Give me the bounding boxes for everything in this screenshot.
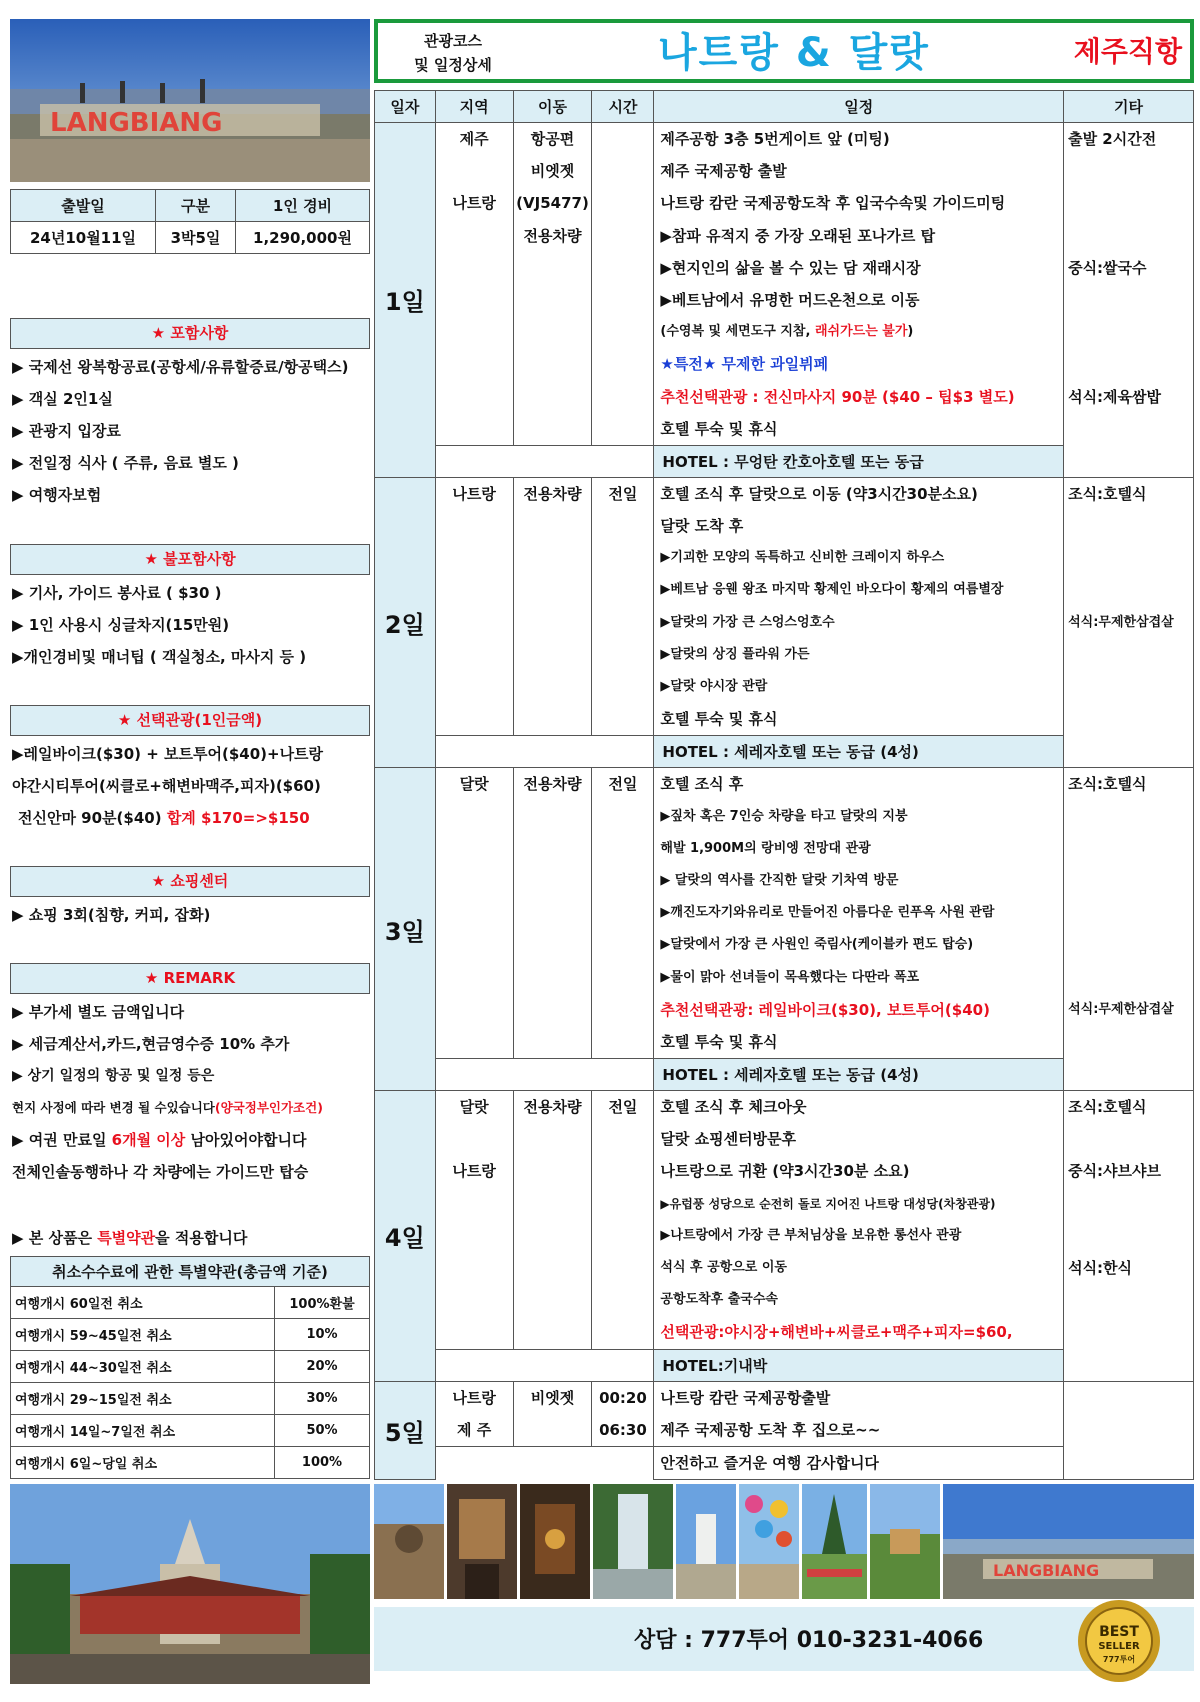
day-3-label: 3일 <box>375 768 436 1091</box>
special-star: ★특전★ <box>660 355 717 374</box>
col-itinerary: 일정 <box>654 91 1064 123</box>
day1-etc: 출발 2시간전 <box>1068 130 1157 148</box>
optional-total: 합계 $170=>$150 <box>166 809 310 827</box>
best-seller-badge <box>1076 1598 1162 1684</box>
day1-recommend: 추천선택관광 : 전신마사지 90분 ($40 – 팁$3 별도) <box>660 387 1015 406</box>
day5-line: 나트랑 캄란 국제공항출발 <box>660 1388 831 1407</box>
day1-etc <box>1068 316 1193 348</box>
optional-title: ★ 선택관광(1인금액) <box>10 705 370 736</box>
remark-line: 전체인솔동행하나 각 차량에는 가이드만 탑승 <box>12 1163 309 1181</box>
remark-change-note: 현지 사정에 따라 변경 될 수있습니다 <box>12 1100 215 1115</box>
day3-etc <box>1068 833 1193 865</box>
passport-months: 6개월 이상 <box>111 1131 186 1149</box>
excluded-title: ★ 불포함사항 <box>10 544 370 575</box>
day1-etc <box>1068 155 1193 187</box>
sign-text: LANGBIANG <box>50 108 223 138</box>
course-label-line1: 관광코스 <box>424 32 482 50</box>
day1-region <box>436 155 513 187</box>
col-move: 이동 <box>513 91 592 123</box>
day3-region: 달랏 <box>459 775 489 794</box>
title-banner <box>374 19 1194 83</box>
departure-date: 24년10월11일 <box>11 222 156 254</box>
day3-etc: 석식:무제한삼겹살 <box>1068 1001 1174 1017</box>
day5-time: 00:20 <box>599 1388 647 1407</box>
day5-thanks: 안전하고 즐거운 여행 감사합니다 <box>660 1453 879 1472</box>
day4-line: 달랏 쇼핑센터방문후 <box>660 1130 797 1149</box>
day4-etc <box>1068 1188 1193 1220</box>
day4-etc: 조식:호텔식 <box>1068 1098 1147 1117</box>
day1-etc: 석식:제육쌈밥 <box>1068 387 1162 406</box>
excluded-item: ▶ 기사, 가이드 봉사료 ( $30 ) <box>12 584 222 602</box>
day1-region: 나트랑 <box>452 194 496 213</box>
day3-time: 전일 <box>608 775 638 794</box>
col-time: 시간 <box>592 91 654 123</box>
day3-recommend: 추천선택관광: 레일바이크($30), 보트투어($40) <box>660 1000 990 1019</box>
day3-etc <box>1068 962 1193 994</box>
excluded-item: ▶ 1인 사용시 싱글차지(15만원) <box>12 616 230 634</box>
day2-line: ▶달랏의 상징 플라워 가든 <box>660 646 810 662</box>
badge-seller: SELLER <box>1098 1641 1140 1652</box>
waterfall-photo <box>593 1484 673 1599</box>
type-header: 구분 <box>156 190 236 222</box>
col-etc: 기타 <box>1064 91 1194 123</box>
day3-etc <box>1068 801 1193 833</box>
special-fruit: 무제한 과일뷔페 <box>721 355 829 374</box>
course-label-line2: 및 일정상세 <box>414 56 492 74</box>
optional-massage: 전신안마 90분($40) <box>18 809 162 827</box>
day4-hotel: HOTEL:기내박 <box>654 1349 1064 1381</box>
day3-etc: 조식:호텔식 <box>1068 775 1147 794</box>
remark-line <box>12 1129 306 1150</box>
included-title: ★ 포함사항 <box>10 318 370 349</box>
day1-move: (VJ5477) <box>516 194 589 213</box>
mud-note-c: ) <box>907 324 914 340</box>
day2-hotel: HOTEL : 세레자호텔 또는 동급 (4성) <box>654 736 1064 768</box>
day5-region: 제 주 <box>457 1420 492 1439</box>
day1-move: 전용차량 <box>523 226 582 245</box>
day4-etc <box>1068 1123 1193 1155</box>
day3-etc <box>1068 929 1193 961</box>
temple-photo <box>10 1484 370 1684</box>
day2-line: 달랏 도착 후 <box>660 517 744 536</box>
cancel-label: 여행개시 44~30일전 취소 <box>11 1351 275 1383</box>
schedule-table <box>374 90 1194 1480</box>
day3-move: 전용차량 <box>523 775 582 794</box>
departure-header: 출발일 <box>11 190 156 222</box>
day4-line: ▶나트랑에서 가장 큰 부처님상을 보유한 롱선사 관광 <box>660 1227 962 1243</box>
remark-condition: (양국정부인가조건) <box>214 1100 323 1115</box>
day3-line: ▶짚차 혹은 7인승 차량을 타고 달랏의 지붕 <box>660 808 908 824</box>
special-terms-a: ▶ 본 상품은 <box>12 1229 92 1247</box>
day4-time: 전일 <box>608 1098 638 1117</box>
included-item: ▶ 여행자보험 <box>12 486 102 504</box>
cancel-label: 여행개시 60일전 취소 <box>11 1287 275 1319</box>
day-4-label: 4일 <box>375 1091 436 1382</box>
day4-line: 호텔 조식 후 체크아웃 <box>660 1098 807 1117</box>
included-item: ▶ 객실 2인1실 <box>12 390 113 408</box>
cancel-label: 여행개시 14일~7일전 취소 <box>11 1415 275 1447</box>
day2-line: ▶베트남 응웬 왕조 마지막 황제인 바오다이 황제의 여름별장 <box>660 582 1004 598</box>
day4-recommend: 선택관광:야시장+해변바+씨클로+맥주+피자=$60, <box>660 1323 1013 1342</box>
optional-line <box>18 807 310 828</box>
cancel-label: 여행개시 29~15일전 취소 <box>11 1383 275 1415</box>
day3-hotel: HOTEL : 세레자호텔 또는 동급 (4성) <box>654 1059 1064 1091</box>
day4-region <box>436 1123 513 1155</box>
umbrella-street-photo <box>739 1484 799 1599</box>
day1-line: 제주공항 3층 5번게이트 앞 (미팅) <box>660 130 890 148</box>
viewpoint-sign-text: LANGBIANG <box>993 1561 1100 1580</box>
excluded-item: ▶개인경비및 매너팁 ( 객실청소, 마사지 등 ) <box>12 648 307 666</box>
day2-etc: 석식:무제한삼겹살 <box>1068 614 1174 630</box>
special-terms-b: 특별약관 <box>97 1229 156 1247</box>
direct-flight-label: 제주직항 <box>1073 35 1182 68</box>
day1-mud-note <box>660 316 1063 348</box>
contact-bar <box>374 1607 1194 1671</box>
cancel-title: 취소수수료에 관한 특별약관(총금액 기준) <box>11 1257 370 1287</box>
included-item: ▶ 관광지 입장료 <box>12 422 121 440</box>
day5-line: 제주 국제공항 도착 후 집으로~~ <box>660 1420 881 1439</box>
remark-title: ★ REMARK <box>10 963 370 994</box>
day1-special <box>660 348 1063 380</box>
day5-move: 비엣젯 <box>530 1388 575 1407</box>
day4-etc: 중식:샤브샤브 <box>1068 1162 1162 1181</box>
day1-move: 항공편 <box>530 130 575 148</box>
cancel-value: 100% <box>275 1447 370 1479</box>
day1-line: ▶베트남에서 유명한 머드온천으로 이동 <box>660 290 920 309</box>
day1-move: 비엣젯 <box>530 162 575 181</box>
langbiang-photo <box>10 19 370 182</box>
optional-line: 야간시티투어(씨클로+해변바맥주,피자)($60) <box>12 777 321 795</box>
day1-line: ▶현지인의 삶을 볼 수 있는 담 재래시장 <box>660 258 921 277</box>
day4-region: 달랏 <box>459 1098 489 1117</box>
day1-etc <box>1068 284 1193 316</box>
day4-line: 석식 후 공항으로 이동 <box>660 1260 787 1275</box>
passport-note-c: 남아있어야합니다 <box>190 1131 307 1149</box>
day1-hotel: HOTEL : 무엉탄 칸호아호텔 또는 동급 <box>654 445 1064 477</box>
col-region: 지역 <box>435 91 513 123</box>
included-item: ▶ 전일정 식사 ( 주류, 음료 별도 ) <box>12 454 239 472</box>
day4-move: 전용차량 <box>523 1098 582 1117</box>
remark-line: ▶ 세금계산서,카드,현금영수증 10% 추가 <box>12 1035 290 1053</box>
day-5-label: 5일 <box>375 1381 436 1480</box>
day2-line: ▶달랏의 가장 큰 스엉스엉호수 <box>660 614 835 630</box>
cancel-value: 20% <box>275 1351 370 1383</box>
day2-etc <box>1068 574 1193 606</box>
day2-etc: 조식:호텔식 <box>1068 484 1147 503</box>
horse-statue-photo <box>870 1484 940 1599</box>
remark-line <box>12 1227 247 1248</box>
buddha-statue-photo <box>676 1484 736 1599</box>
mud-note-a: (수영복 및 세면도구 지참, <box>660 324 811 340</box>
day1-etc <box>1068 348 1193 380</box>
cancel-fee-table <box>10 1256 370 1479</box>
day1-etc: 중식:쌀국수 <box>1068 258 1147 277</box>
crazy-house-photo <box>374 1484 444 1599</box>
day4-line: 공항도착후 출국수속 <box>660 1292 778 1308</box>
day2-time: 전일 <box>608 484 638 503</box>
remark-line: ▶ 부가세 별도 금액입니다 <box>12 1003 185 1021</box>
day2-line: ▶달랏 야시장 관람 <box>660 679 768 694</box>
remark-line: ▶ 상기 일정의 항공 및 일정 등은 <box>12 1068 215 1084</box>
day5-region: 나트랑 <box>452 1388 496 1407</box>
price-header: 1인 경비 <box>236 190 370 222</box>
day2-line: 호텔 조식 후 달랏으로 이동 (약3시간30분소요) <box>660 484 978 503</box>
day1-line: 나트랑 캄란 국제공항도착 후 입국수속및 가이드미팅 <box>660 194 1006 213</box>
price-value: 1,290,000원 <box>236 222 370 254</box>
day3-etc <box>1068 897 1193 929</box>
contact-info: 상담 : 777투어 010-3231-4066 <box>634 1628 984 1653</box>
included-item: ▶ 국제선 왕복항공료(공항세/유류할증료/항공택스) <box>12 358 349 376</box>
day3-line: ▶물이 맑아 선녀들이 목욕했다는 다딴라 폭포 <box>660 969 920 985</box>
day-1-label: 1일 <box>375 123 436 478</box>
day4-line: 나트랑으로 귀환 (약3시간30분 소요) <box>660 1162 910 1181</box>
remark-line <box>12 1098 323 1116</box>
cancel-value: 10% <box>275 1319 370 1351</box>
price-info-table <box>10 189 370 254</box>
passport-note-a: ▶ 여권 만료일 <box>12 1131 107 1149</box>
day1-etc <box>1068 187 1193 219</box>
cancel-label: 여행개시 59~45일전 취소 <box>11 1319 275 1351</box>
day2-etc <box>1068 510 1193 542</box>
day1-line: 제주 국제공항 출발 <box>660 162 787 181</box>
day4-etc <box>1068 1220 1193 1252</box>
shopping-item: ▶ 쇼핑 3회(침향, 커피, 잡화) <box>12 906 211 924</box>
day-2-label: 2일 <box>375 477 436 768</box>
day4-etc: 석식:한식 <box>1068 1259 1133 1277</box>
day3-line: 해발 1,900M의 랑비엥 전망대 관광 <box>660 840 871 856</box>
day5-time: 06:30 <box>599 1420 647 1439</box>
day2-etc <box>1068 542 1193 574</box>
pagoda-photo <box>520 1484 590 1599</box>
day1-region: 제주 <box>459 130 489 148</box>
badge-best: BEST <box>1099 1624 1139 1640</box>
flower-garden-photo <box>802 1484 867 1599</box>
day2-region: 나트랑 <box>452 484 496 503</box>
day2-line: ▶기괴한 모양의 독특하고 신비한 크레이지 하우스 <box>660 550 945 566</box>
cathedral-photo <box>447 1484 517 1599</box>
day2-move: 전용차량 <box>523 484 582 503</box>
day1-rest: 호텔 투숙 및 휴식 <box>660 419 778 438</box>
shopping-title: ★ 쇼핑센터 <box>10 866 370 897</box>
optional-line: ▶레일바이크($30) + 보트투어($40)+나트랑 <box>12 745 324 763</box>
day3-line: 호텔 조식 후 <box>660 775 744 794</box>
mud-note-b: 래쉬가드는 불가 <box>814 324 908 340</box>
day3-line: ▶깨진도자기와유리로 만들어진 아름다운 린푸옥 사원 관람 <box>660 905 995 921</box>
day4-line: ▶유럽풍 성당으로 순전히 돌로 지어진 나트랑 대성당(차창관광) <box>660 1196 996 1211</box>
cancel-label: 여행개시 6일~당일 취소 <box>11 1447 275 1479</box>
cancel-value: 30% <box>275 1383 370 1415</box>
special-terms-c: 을 적용합니다 <box>155 1229 248 1247</box>
cancel-value: 100%환불 <box>275 1287 370 1319</box>
col-day: 일자 <box>375 91 436 123</box>
day2-line: 호텔 투숙 및 휴식 <box>660 710 778 729</box>
day1-line: ▶참파 유적지 중 가장 오래된 포나가르 탑 <box>660 226 936 245</box>
day3-rest: 호텔 투숙 및 휴식 <box>660 1032 778 1051</box>
badge-brand: 777투어 <box>1102 1655 1136 1664</box>
trip-length: 3박5일 <box>156 222 236 254</box>
day3-line: ▶달랏에서 가장 큰 사원인 죽림사(케이블카 편도 탑승) <box>660 937 974 953</box>
cancel-value: 50% <box>275 1415 370 1447</box>
day3-etc <box>1068 865 1193 897</box>
day1-etc <box>1068 220 1193 252</box>
langbiang-viewpoint-photo <box>943 1484 1194 1599</box>
day4-region: 나트랑 <box>452 1162 496 1181</box>
page-title: 나트랑 & 달랏 <box>658 30 930 76</box>
day3-line: ▶ 달랏의 역사를 간직한 달랏 기차역 방문 <box>660 872 899 888</box>
course-label <box>398 29 508 77</box>
